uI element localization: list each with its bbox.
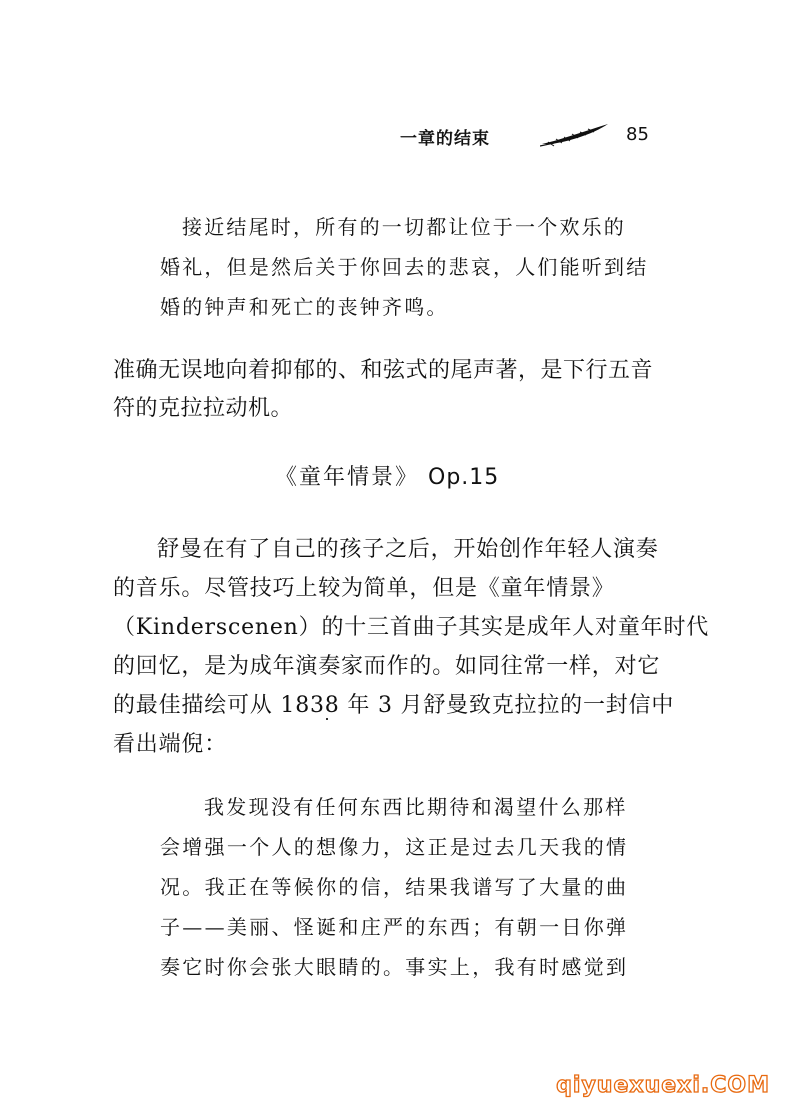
opus-number: Op.15 — [428, 465, 500, 490]
section-heading — [275, 460, 499, 491]
section-title-text: 《童年情景》 — [275, 465, 420, 490]
quill-icon — [540, 122, 612, 148]
quote-line: 接近结尾时，所有的一切都让位于一个欢乐的 — [182, 215, 626, 239]
body-paragraph-2 — [113, 530, 709, 764]
body-line: 的音乐。尽管技巧上较为简单，但是《童年情景》 — [113, 576, 615, 601]
page-number: 85 — [626, 124, 649, 145]
chapter-title: 一章的结束 — [400, 129, 490, 149]
body-line: （Kinderscenen）的十三首曲子其实是成年人对童年时代 — [113, 615, 710, 640]
body-line: 的最佳描绘可从 1838 年 3 月舒曼致克拉拉的一封信中 — [113, 693, 675, 718]
body-paragraph-1 — [113, 352, 653, 428]
body-line: 舒曼在有了自己的孩子之后，开始创作年轻人演奏 — [157, 537, 659, 562]
quote-line: 我发现没有任何东西比期待和渴望什么那样 — [204, 795, 628, 819]
quote-line: 子——美丽、怪诞和庄严的东西；有朝一日你弹 — [160, 915, 629, 939]
quote-line: 况。我正在等候你的信，结果我谱写了大量的曲 — [160, 875, 629, 899]
body-line: 符的克拉拉动机。 — [113, 396, 294, 421]
body-line: 准确无误地向着抑郁的、和弦式的尾声著，是下行五音 — [113, 358, 654, 383]
quote-line: 婚的钟声和死亡的丧钟齐鸣。 — [160, 295, 449, 319]
site-watermark: qiyuexuexi.COM — [556, 1073, 770, 1098]
quote-line: 奏它时你会张大眼睛的。事实上，我有时感觉到 — [160, 955, 629, 979]
body-line: 的回忆，是为成年演奏家而作的。如同往常一样，对它 — [113, 654, 661, 679]
quote-line: 会增强一个人的想像力，这正是过去几天我的情 — [160, 835, 629, 859]
body-line: 看出端倪： — [113, 732, 228, 757]
block-quote-1 — [160, 207, 648, 327]
block-quote-2 — [160, 787, 628, 987]
print-speck — [326, 718, 328, 720]
quote-line: 婚礼，但是然后关于你回去的悲哀，人们能听到结 — [160, 255, 649, 279]
